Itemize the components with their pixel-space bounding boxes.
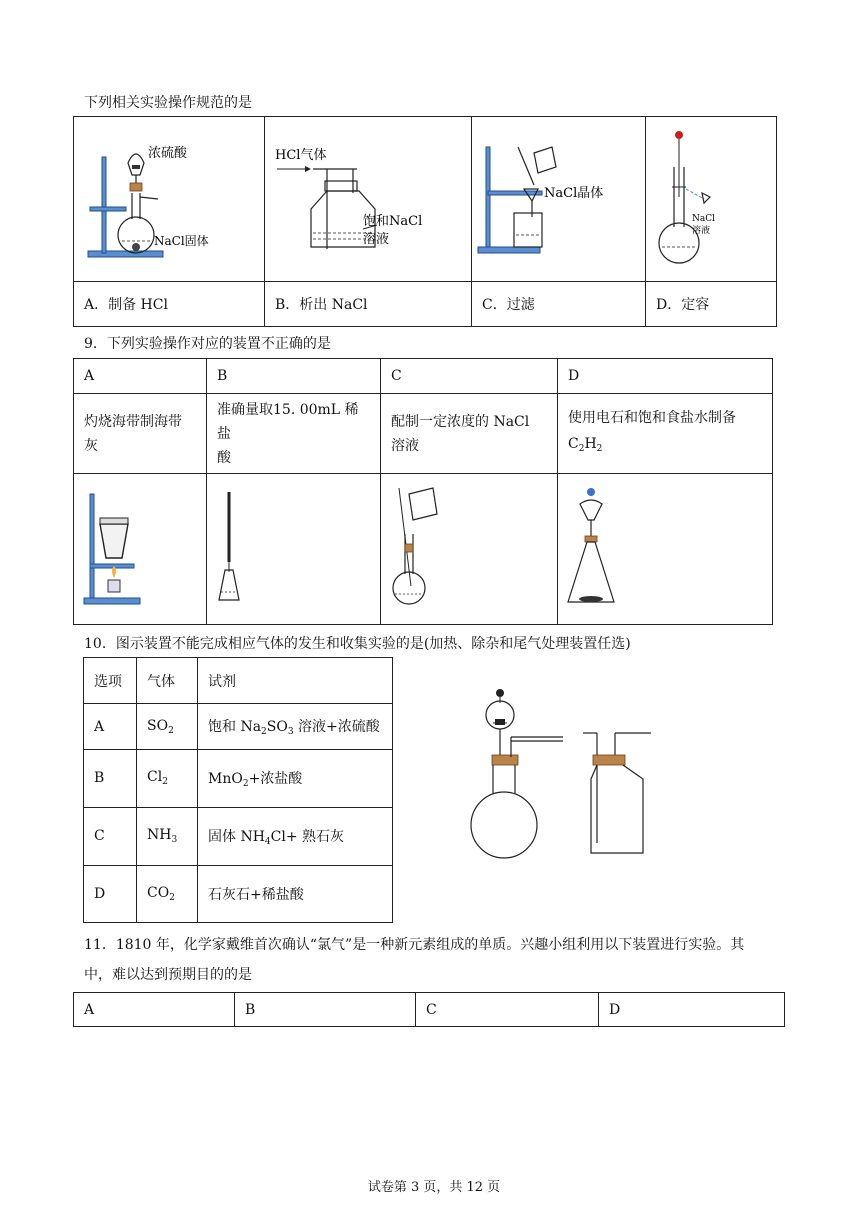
q10-row-b-option: B bbox=[84, 750, 137, 807]
q9-figure-a bbox=[74, 474, 207, 625]
q9-table bbox=[73, 358, 773, 625]
q9-figure-b bbox=[207, 474, 381, 625]
q11-stem-line1: 11．1810 年，化学家戴维首次确认“氯气”是一种新元素组成的单质。兴趣小组利用以下装置进行实验。其 bbox=[84, 937, 745, 953]
q8-c-crystal-label: NaCl晶体 bbox=[544, 186, 604, 201]
q11-letter-d: D bbox=[599, 993, 785, 1027]
q10-row-d-reagent: 石灰石+稀盐酸 bbox=[198, 865, 393, 922]
q8-a-acid-label: 浓硫酸 bbox=[148, 146, 188, 161]
q9-text-a-line2: 灰 bbox=[84, 437, 98, 454]
q8-d-sol-label-1: NaCl bbox=[692, 214, 716, 224]
q9-text-c bbox=[381, 394, 558, 474]
q9-text-d-formula: $C_2H_2$ bbox=[568, 436, 603, 454]
q11-letter-c: C bbox=[416, 993, 599, 1027]
q8-option-d: D．定容 bbox=[646, 282, 777, 327]
q10-header-option: 选项 bbox=[84, 658, 137, 704]
q10-row-a-option: A bbox=[84, 704, 137, 750]
q8-figure-b bbox=[265, 117, 472, 282]
q9-text-c-line1: 配制一定浓度的 NaCl bbox=[391, 413, 530, 430]
q9-text-d bbox=[558, 394, 773, 474]
q10-header-gas: 气体 bbox=[137, 658, 198, 704]
q10-row-b-reagent: MnO$_2$+浓盐酸 bbox=[198, 750, 393, 807]
q10-apparatus-figure bbox=[455, 675, 675, 875]
q8-option-a: A．制备 HCl bbox=[74, 282, 265, 327]
q8-figure-d bbox=[646, 117, 777, 282]
q11-table bbox=[73, 992, 785, 1027]
q11-letter-a: A bbox=[74, 993, 235, 1027]
q9-text-d-line1: 使用电石和饱和食盐水制备 bbox=[568, 410, 736, 426]
q10-stem: 10．图示装置不能完成相应气体的发生和收集实验的是(加热、除杂和尾气处理装置任选) bbox=[84, 636, 631, 652]
q9-figure-d bbox=[558, 474, 773, 625]
q10-row-a-gas: $SO_2$ bbox=[137, 704, 198, 750]
q9-letter-a: A bbox=[74, 359, 207, 394]
q9-text-c-line2: 溶液 bbox=[391, 437, 419, 454]
q8-option-c: C．过滤 bbox=[472, 282, 646, 327]
q10-row-c-gas: $NH_3$ bbox=[137, 807, 198, 865]
q8-stem: 下列相关实验操作规范的是 bbox=[84, 95, 252, 111]
q8-d-sol-label-2: 溶液 bbox=[692, 226, 711, 236]
q9-letter-d: D bbox=[558, 359, 773, 394]
q8-option-b: B．析出 NaCl bbox=[265, 282, 472, 327]
q9-letter-b: B bbox=[207, 359, 381, 394]
q8-a-solid-label: NaCl固体 bbox=[154, 234, 209, 248]
q10-row-a-reagent: 饱和 $Na_2SO_3$ 溶液+浓硫酸 bbox=[198, 704, 393, 750]
q10-table bbox=[83, 657, 393, 923]
q10-header-reagent: 试剂 bbox=[198, 658, 393, 704]
q9-figure-c bbox=[381, 474, 558, 625]
q10-row-b-gas: $Cl_2$ bbox=[137, 750, 198, 807]
q10-row-d-gas: $CO_2$ bbox=[137, 865, 198, 922]
q9-text-a-line1: 灼烧海带制海带 bbox=[84, 413, 182, 430]
q9-text-b-line2: 酸 bbox=[217, 449, 231, 466]
q8-figure-a bbox=[74, 117, 265, 282]
q8-b-gas-label: HCl气体 bbox=[275, 148, 327, 163]
q9-letter-c: C bbox=[381, 359, 558, 394]
q8-figure-c bbox=[472, 117, 646, 282]
q9-text-b-line1: 准确量取15. 00mL 稀盐 bbox=[217, 401, 359, 442]
q8-b-sol-label-2: 溶液 bbox=[363, 232, 390, 247]
q8-table bbox=[73, 116, 777, 327]
page-footer: 试卷第 3 页，共 12 页 bbox=[367, 1180, 501, 1195]
q8-b-sol-label-1: 饱和NaCl bbox=[363, 214, 423, 229]
q10-row-d-option: D bbox=[84, 865, 137, 922]
q9-text-b bbox=[207, 394, 381, 474]
q10-row-c-reagent: 固体 $NH_4Cl+$ 熟石灰 bbox=[198, 807, 393, 865]
q11-stem-line2: 中，难以达到预期目的的是 bbox=[84, 967, 252, 983]
q11-letter-b: B bbox=[235, 993, 416, 1027]
q9-stem: 9．下列实验操作对应的装置不正确的是 bbox=[84, 336, 331, 352]
q10-row-c-option: C bbox=[84, 807, 137, 865]
q9-text-a bbox=[74, 394, 207, 474]
